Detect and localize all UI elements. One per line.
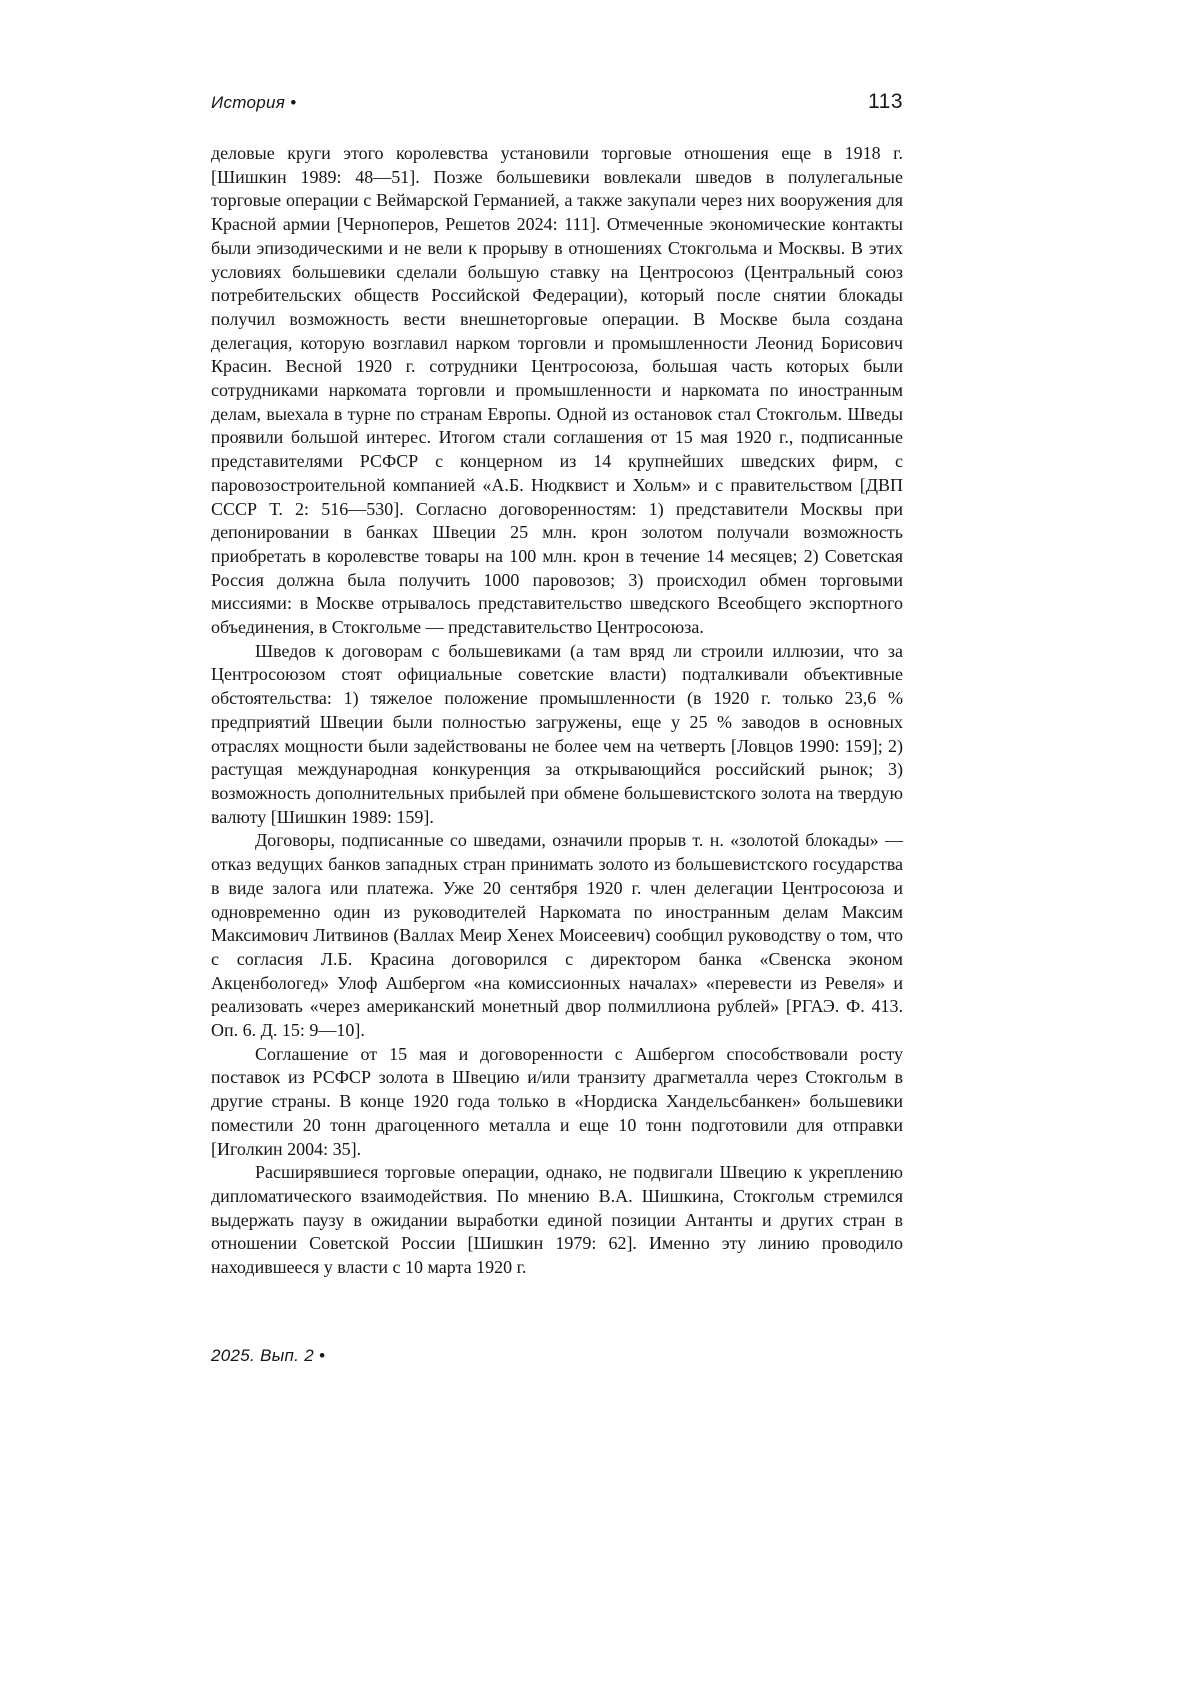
article-body — [211, 142, 903, 1280]
page-header — [211, 90, 903, 114]
paragraph: Шведов к договорам с большевиками (а там вряд ли строили иллюзии, что за Центросоюзом стоят официальные советские власти) подталкивали объективные обстоятельства: 1) тяжелое положение промышленности (в 1920 г. только 23,6 % предприятий Швеции были полностью загружены, еще у 25 % заводов в основных отраслях мощности были задействованы не более чем на четверть [Ловцов 1990: 159]; 2) растущая международная конкуренция за открывающийся российский рынок; 3) возможность дополнительных прибылей при обмене большевистского золота на твердую валюту [Шишкин 1989: 159]. — [211, 640, 903, 827]
issue-label: 2025. Вып. 2 • — [211, 1346, 326, 1365]
running-title: История • — [211, 93, 297, 112]
page-footer — [211, 1346, 325, 1366]
paragraph: Договоры, подписанные со шведами, означили прорыв т. н. «золотой блокады» — отказ ведущих банков западных стран принимать золото из большевистского государства в виде залога или платежа. Уже 20 сентября 1920 г. член делегации Центросоюза и одновременно один из руководителей Наркомата по иностранным делам Максим Максимович Литвинов (Валлах Меир Хенех Моисеевич) сообщил руководству о том, что с согласия Л.Б. Красина договорился с директором банка «Свенска эконом Акценбологед» Улоф Ашбергом «на комиссионных началах» «перевести из Ревеля» и реализовать «через американский монетный двор полмиллиона рублей» [РГАЭ. Ф. 413. Оп. 6. Д. 15: 9—10]. — [211, 830, 903, 1041]
paragraph: деловые круги этого королевства установили торговые отношения еще в 1918 г. [Шишкин 1989: 48—51]. Позже большевики вовлекали шведов в полулегальные торговые операции с Веймарской Германией, а также закупали через них вооружения для Красной армии [Черноперов, Решетов 2024: 111]. Отмеченные экономические контакты были эпизодическими и не вели к прорыву в отношениях Стокгольма и Москвы. В этих условиях большевики сделали большую ставку на Центросоюз (Центральный союз потребительских обществ Российской Федерации), который после снятии блокады получил возможность вести внешнеторговые операции. В Москве была создана делегация, которую возглавил нарком торговли и промышленности Леонид Борисович Красин. Весной 1920 г. сотрудники Центросоюза, большая часть которых были сотрудниками наркомата торговли и промышленности и наркомата по иностранным делам, выехала в турне по странам Европы. Одной из остановок стал Стокгольм. Шведы проявили большой интерес. Итогом стали соглашения от 15 мая 1920 г., подписанные представителями РСФСР с концерном из 14 крупнейших шведских фирм, с паровозостроительной компанией «А.Б. Нюдквист и Хольм» и с правительством [ДВП СССР Т. 2: 516—530]. Согласно договоренностям: 1) представители Москвы при депонировании в банках Швеции 25 млн. крон золотом получали возможность приобретать в королевстве товары на 100 млн. крон в течение 14 месяцев; 2) Советская Россия должна была получить 1000 паровозов; 3) происходил обмен торговыми миссиями: в Москве отрывалось представительство шведского Всеобщего экспортного объединения, в Стокгольме — представительство Центросоюза. — [211, 143, 903, 638]
page-number: 113 — [868, 90, 903, 113]
paragraph: Соглашение от 15 мая и договоренности с Ашбергом способствовали росту поставок из РСФСР золота в Швецию и/или транзиту драгметалла через Стокгольм в другие страны. В конце 1920 года только в «Нордиска Хандельсбанкен» большевики поместили 20 тонн драгоценного металла и еще 10 тонн подготовили для отправки [Иголкин 2004: 35]. — [211, 1043, 903, 1159]
paragraph: Расширявшиеся торговые операции, однако, не подвигали Швецию к укреплению дипломатического взаимодействия. По мнению В.А. Шишкина, Стокгольм стремился выдержать паузу в ожидании выработки единой позиции Антанты и других стран в отношении Советской России [Шишкин 1979: 62]. Именно эту линию проводило находившееся у власти с 10 марта 1920 г. — [211, 1162, 903, 1278]
